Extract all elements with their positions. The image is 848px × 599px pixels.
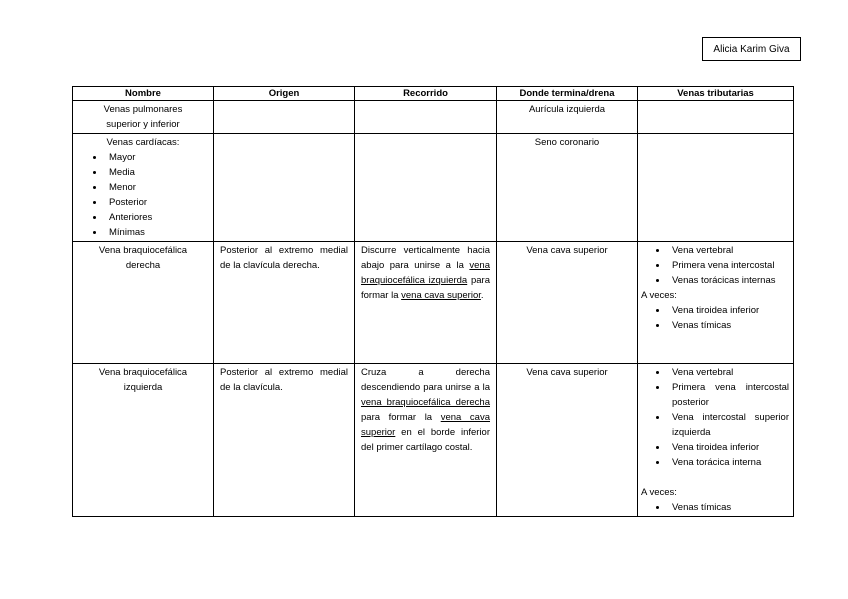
header-origen: Origen: [214, 87, 355, 101]
cell-nombre: Vena braquiocefálica izquierda: [73, 364, 214, 517]
cell-tributarias: [638, 364, 794, 517]
list-item: • Mayor: [105, 150, 207, 165]
tributary-list: [642, 365, 789, 470]
table-header-row: [73, 87, 794, 101]
cell-recorrido: [355, 101, 497, 134]
header-nombre: Nombre: [73, 87, 214, 101]
a-veces-label: A veces:: [641, 290, 677, 301]
cell-termina: Aurícula izquierda: [497, 101, 638, 134]
list-item: • Anteriores: [105, 210, 207, 225]
list-item: • Vena tiroidea inferior: [668, 440, 789, 455]
tributary-sometimes-list: [642, 500, 789, 515]
cell-tributarias: [638, 134, 794, 242]
cell-nombre: Venas pulmonares superior y inferior: [73, 101, 214, 134]
recorrido-vein-link: vena cava superior: [401, 290, 481, 301]
cardiac-veins-list: [79, 150, 207, 240]
list-item: • Media: [105, 165, 207, 180]
list-item: • Menor: [105, 180, 207, 195]
tributary-list: [642, 243, 789, 288]
list-item: • Primera vena intercostal posterior: [668, 380, 789, 410]
list-item: • Primera vena intercostal: [668, 258, 789, 273]
cell-termina: Vena cava superior: [497, 242, 638, 364]
cell-recorrido: [355, 134, 497, 242]
recorrido-text: en el borde inferior del primer cartílago costal.: [361, 427, 490, 453]
cell-termina: Seno coronario: [497, 134, 638, 242]
tributary-sometimes-list: [642, 303, 789, 333]
cell-origen: [214, 134, 355, 242]
list-item: • Vena intercostal superior izquierda: [668, 410, 789, 440]
veins-table: [72, 86, 794, 517]
table-row: [73, 364, 794, 517]
list-item: • Vena vertebral: [668, 365, 789, 380]
list-item: • Vena tiroidea inferior: [668, 303, 789, 318]
header-tributarias: Venas tributarias: [638, 87, 794, 101]
list-item: • Mínimas: [105, 225, 207, 240]
a-veces-label: A veces:: [641, 487, 677, 498]
table-row: [73, 242, 794, 364]
list-item: • Vena vertebral: [668, 243, 789, 258]
list-item: • Venas tímicas: [668, 500, 789, 515]
recorrido-text: .: [480, 290, 484, 301]
author-name: Alicia Karim Giva: [713, 43, 790, 55]
cell-tributarias: [638, 242, 794, 364]
recorrido-vein-link: vena braquiocefálica derecha: [361, 397, 490, 408]
table-row: [73, 101, 794, 134]
cell-origen: Posterior al extremo medial de la clavícula derecha.: [214, 242, 355, 364]
recorrido-vein-link: vena braquiocefálica izquierda: [361, 260, 490, 286]
cell-origen: Posterior al extremo medial de la clavícula.: [214, 364, 355, 517]
spacer: [642, 470, 789, 485]
list-item: • Vena torácica interna: [668, 455, 789, 470]
recorrido-text: Discurre verticalmente hacia abajo para unirse a la: [361, 245, 490, 271]
cell-recorrido: [355, 364, 497, 517]
header-termina: Donde termina/drena: [497, 87, 638, 101]
cell-tributarias: [638, 101, 794, 134]
recorrido-vein-link: vena cava superior: [361, 412, 490, 438]
list-item: • Posterior: [105, 195, 207, 210]
author-name-box: [702, 37, 801, 61]
list-item: • Venas tímicas: [668, 318, 789, 333]
cardiac-veins-title: Venas cardíacas:: [106, 137, 180, 148]
cell-recorrido: [355, 242, 497, 364]
cell-nombre: Vena braquiocefálica derecha: [73, 242, 214, 364]
header-recorrido: Recorrido: [355, 87, 497, 101]
cell-termina: Vena cava superior: [497, 364, 638, 517]
cell-nombre: [73, 134, 214, 242]
list-item: • Venas torácicas internas: [668, 273, 789, 288]
table-row: [73, 134, 794, 242]
recorrido-text: para formar la: [361, 275, 490, 301]
cell-origen: [214, 101, 355, 134]
recorrido-text: Cruza a derecha descendiendo para unirse a la: [361, 367, 490, 393]
recorrido-text: para formar la: [361, 412, 441, 423]
